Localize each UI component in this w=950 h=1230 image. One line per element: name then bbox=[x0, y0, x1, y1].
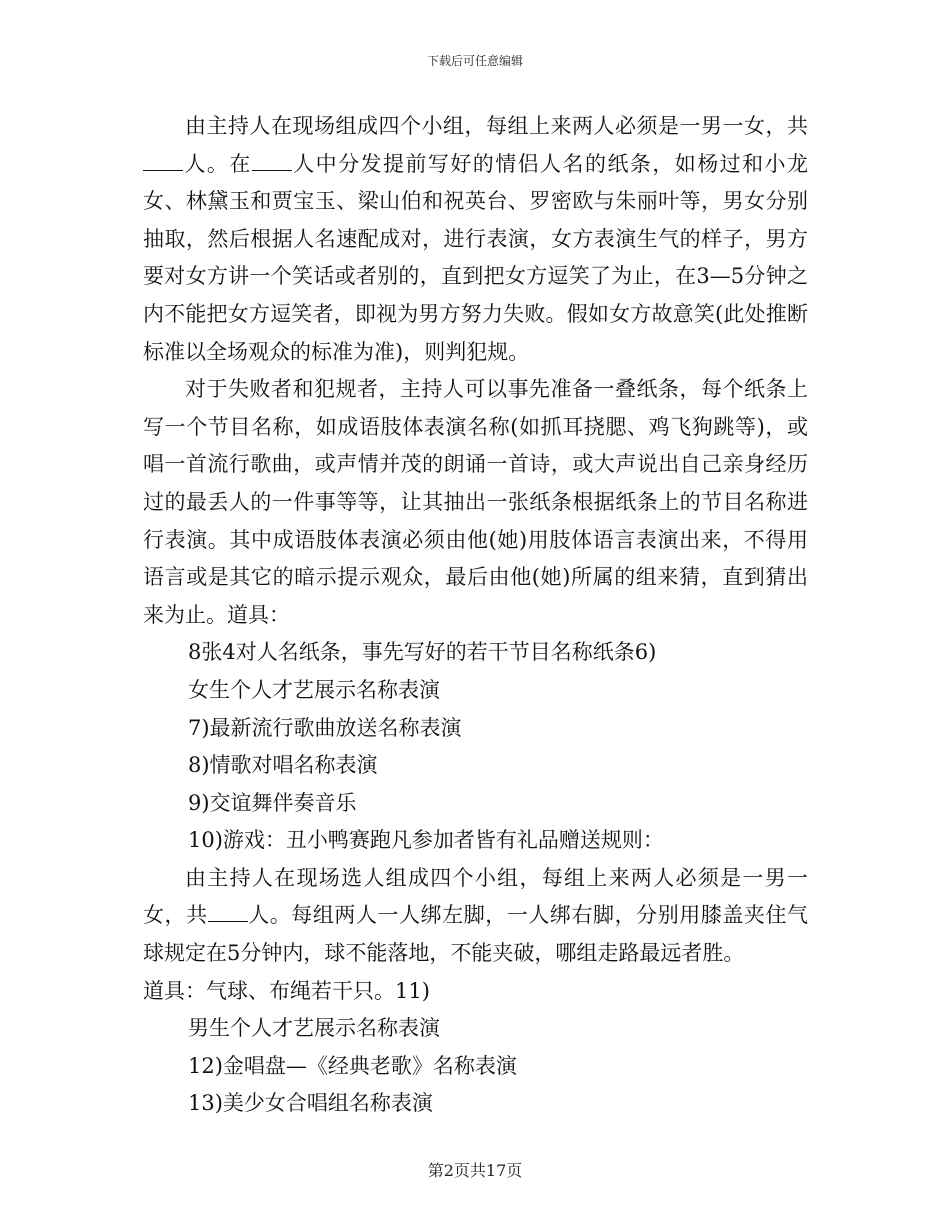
paragraph-text: 人。在 bbox=[183, 151, 252, 176]
program-line: 女生个人才艺展示名称表演 bbox=[188, 677, 440, 702]
paragraph-group-rules bbox=[143, 108, 808, 371]
page-footer: 第2页共17页 bbox=[427, 1161, 523, 1180]
program-line: 10)游戏：丑小鸭赛跑凡参加者皆有礼品赠送规则： bbox=[188, 828, 664, 853]
program-line: 12)金唱盘—《经典老歌》名称表演 bbox=[188, 1053, 517, 1078]
blank-line bbox=[143, 152, 183, 171]
paragraph-penalty: 对于失败者和犯规者，主持人可以事先准备一叠纸条，每个纸条上写一个节目名称，如成语肢体表演名称(如抓耳挠腮、鸡飞狗跳等)，或唱一首流行歌曲，或声情并茂的朗诵一首诗，或大声说出自己亲身经历过的最丢人的一件事等等，让其抽出一张纸条根据纸条上的节目名称进行表演。其中成语肢体表演必须由他(她)用肢体语言表演出来，不得用语言或是其它的暗示提示观众，最后由他(她)所属的组来猜，直到猜出来为止。道具： bbox=[143, 377, 808, 627]
document-body bbox=[143, 108, 808, 1123]
program-line: 男生个人才艺展示名称表演 bbox=[188, 1016, 440, 1041]
program-line: 9)交谊舞伴奏音乐 bbox=[188, 790, 357, 815]
paragraph-text: 人。每组两人一人绑左脚，一人绑右脚，分别用膝盖夹住气球规定在5分钟内，球不能落地，不能夹破，哪组走路最远者胜。 bbox=[143, 903, 808, 966]
blank-line bbox=[252, 152, 292, 171]
blank-line bbox=[208, 903, 248, 922]
paragraph-text: 人中分发提前写好的情侣人名的纸条，如杨过和小龙女、林黛玉和贾宝玉、梁山伯和祝英台、罗密欧与朱丽叶等，男女分别抽取，然后根据人名速配成对，进行表演，女方表演生气的样子，男方要对女方讲一个笑话或者别的，直到把女方逗笑了为止，在3—5分钟之内不能把女方逗笑者，即视为男方努力失败。假如女方故意笑(此处推断标准以全场观众的标准为准)，则判犯规。 bbox=[143, 151, 809, 364]
paragraph-text: 由主持人在现场选人组成四个小组，每组上来两人必须是一男一女，共 bbox=[143, 865, 808, 928]
program-line: 道具：气球、布绳若干只。11) bbox=[143, 978, 430, 1003]
paragraph-text: 由主持人在现场组成四个小组，每组上来两人必须是一男一女，共 bbox=[185, 114, 808, 138]
paragraph-game-rules bbox=[143, 860, 808, 973]
page-header: 下载后可任意编辑 bbox=[426, 54, 523, 68]
program-line: 8张4对人名纸条，事先写好的若干节目名称纸条6) bbox=[188, 640, 657, 665]
program-line: 8)情歌对唱名称表演 bbox=[188, 753, 378, 778]
program-line: 7)最新流行歌曲放送名称表演 bbox=[188, 715, 462, 740]
program-line: 13)美少女合唱组名称表演 bbox=[188, 1091, 433, 1116]
